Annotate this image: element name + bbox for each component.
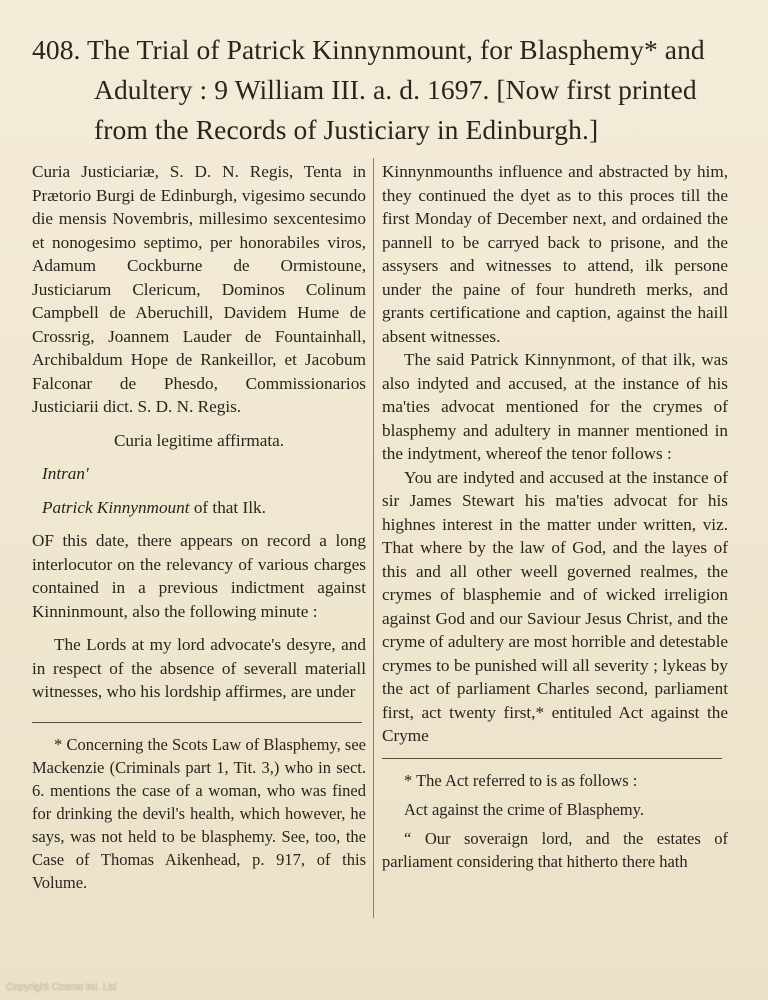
right-column xyxy=(382,160,728,873)
copyright-watermark: Copyright Cosmo Int. Ltd xyxy=(6,982,117,993)
act-text: “ Our soveraign lord, and the estates of parliament considering that hitherto there hath xyxy=(382,828,728,871)
court-paragraph: Curia Justiciariæ, S. D. N. Regis, Tenta in Prætorio Burgi de Edinburgh, vigesimo secundo die mensis Novembris, millesimo sexcentesimo et nonogesimo septimo, per honorabiles viros, Adamum Cockburne de Ormistoune, Justiciarum Clericum, Dominos Colinum Campbell de Aberuchill, Davidem Hume de Crossrig, Joannem Lauder de Fountainhall, Archibaldum Hope de Rankeillor, et Jacobum Falconar de Phesdo, Commissionarios Justiciarii dict. S. D. N. Regis. xyxy=(32,162,366,416)
curia-affirmata: Curia legitime affirmata. xyxy=(113,430,285,450)
defendant-line xyxy=(32,496,366,520)
header-line-3: from the Records of Justiciary in Edinburgh.] xyxy=(94,114,599,145)
footnote-rule-right xyxy=(382,758,722,759)
header-line-2: Adultery : 9 William III. a. d. 1697. [Now first printed xyxy=(94,74,697,105)
indyted-paragraph: You are indyted and accused at the instance of sir James Stewart his ma'ties advocat for his highnes interest in the matter under written, viz. That where by the law of God, and the layes of this and all other weell governed realmes, the crymes of blasphemie and of wicked irreligion against God and our Saviour Jesus Christ, and the cryme of adultery are most horrible and detestable crymes to be punished will all severity ; lykeas by the act of parliament Charles second, parliament first, act twenty first,* entituled Act against the Cryme xyxy=(382,467,728,745)
column-divider xyxy=(373,158,374,918)
intran-label xyxy=(32,462,366,486)
act-title: Act against the crime of Blasphemy. xyxy=(404,799,644,819)
page-header-title xyxy=(32,30,732,150)
footnote-rule-left xyxy=(32,722,362,723)
header-line-1: 408. The Trial of Patrick Kinnynmount, for Blasphemy* and xyxy=(32,34,705,65)
intran-text: Intran' xyxy=(42,464,89,483)
footnote-intro: * The Act referred to is as follows : xyxy=(404,770,638,790)
lords-paragraph: The Lords at my lord advocate's desyre, and in respect of the absence of severall materiall witnesses, who his lordship affirmes, are under xyxy=(32,635,366,701)
left-column xyxy=(32,160,366,894)
said-paragraph: The said Patrick Kinnynmont, of that ilk, was also indyted and accused, at the instance of his ma'ties advocat mentioned for the crymes of blasphemy and adultery in manner mentioned in the indytment, whereof the tenor follows : xyxy=(382,350,728,463)
continued-paragraph: Kinnynmounths influence and abstracted by him, they continued the dyet as to this proces till the first Monday of December next, and ordained the pannell to be carryed back to prisone, and the assysers and witnesses to attend, ilk persone under the paine of four hundreth merks, and grants certificatione and caption, against the haill absent witnesses. xyxy=(382,162,728,346)
of-date-paragraph: OF this date, there appears on record a long interlocutor on the relevancy of various charges contained in a previous indictment against Kinninmount, also the following minute : xyxy=(32,531,366,621)
defendant-name: Patrick Kinnynmount xyxy=(42,497,190,517)
footnote-left: * Concerning the Scots Law of Blasphemy, see Mackenzie (Criminals part 1, Tit. 3,) who in sect. 6. mentions the case of a woman, who was fined for drinking the devil's health, which however, he says, was not held to be blasphemy. See, too, the Case of Thomas Aikenhead, p. 917, of this Volume. xyxy=(32,734,366,892)
defendant-suffix: of that Ilk. xyxy=(189,497,266,517)
